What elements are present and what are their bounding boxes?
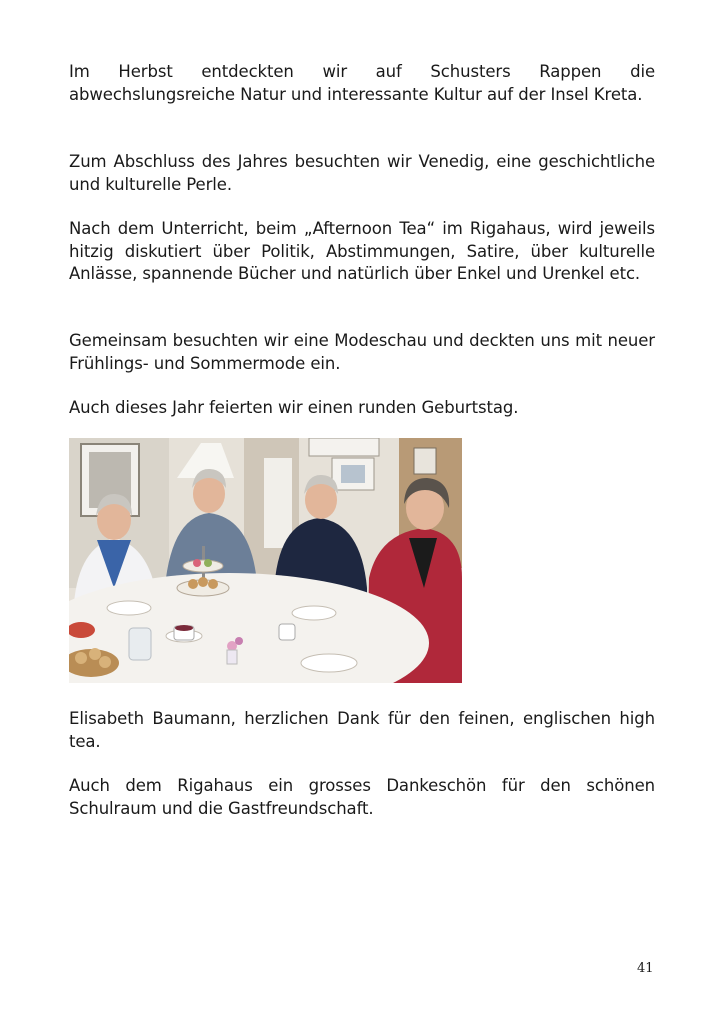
photo-illustration (69, 438, 462, 683)
paragraph-afternoon-tea: Nach dem Unterricht, beim „Afternoon Tea“ im Rigahaus, wird jeweils hitzig diskutiert über Politik, Abstimmungen, Satire, über kulturelle Anlässe, spannende Bücher und natürlich über Enkel und Urenkel etc. (69, 219, 655, 283)
paragraph-modeschau: Gemeinsam besuchten wir eine Modeschau und deckten uns mit neuer Frühlings- und Sommermode ein. (69, 331, 655, 373)
paragraph-kreta: Im Herbst entdeckten wir auf Schusters Rappen die abwechslungsreiche Natur und interessante Kultur auf der Insel Kreta. (69, 62, 655, 104)
group-photo-tea-table (69, 438, 462, 683)
paragraph-dank-baumann: Elisabeth Baumann, herzlichen Dank für den feinen, englischen high tea. (69, 709, 655, 751)
paragraph-geburtstag: Auch dieses Jahr feierten wir einen runden Geburtstag. (69, 398, 519, 417)
paragraph-dank-rigahaus: Auch dem Rigahaus ein grosses Dankeschön für den schönen Schulraum und die Gastfreundschaft. (69, 776, 655, 818)
page-number: 41 (637, 961, 654, 976)
paragraph-venedig: Zum Abschluss des Jahres besuchten wir Venedig, eine geschichtliche und kulturelle Perle. (69, 152, 655, 194)
